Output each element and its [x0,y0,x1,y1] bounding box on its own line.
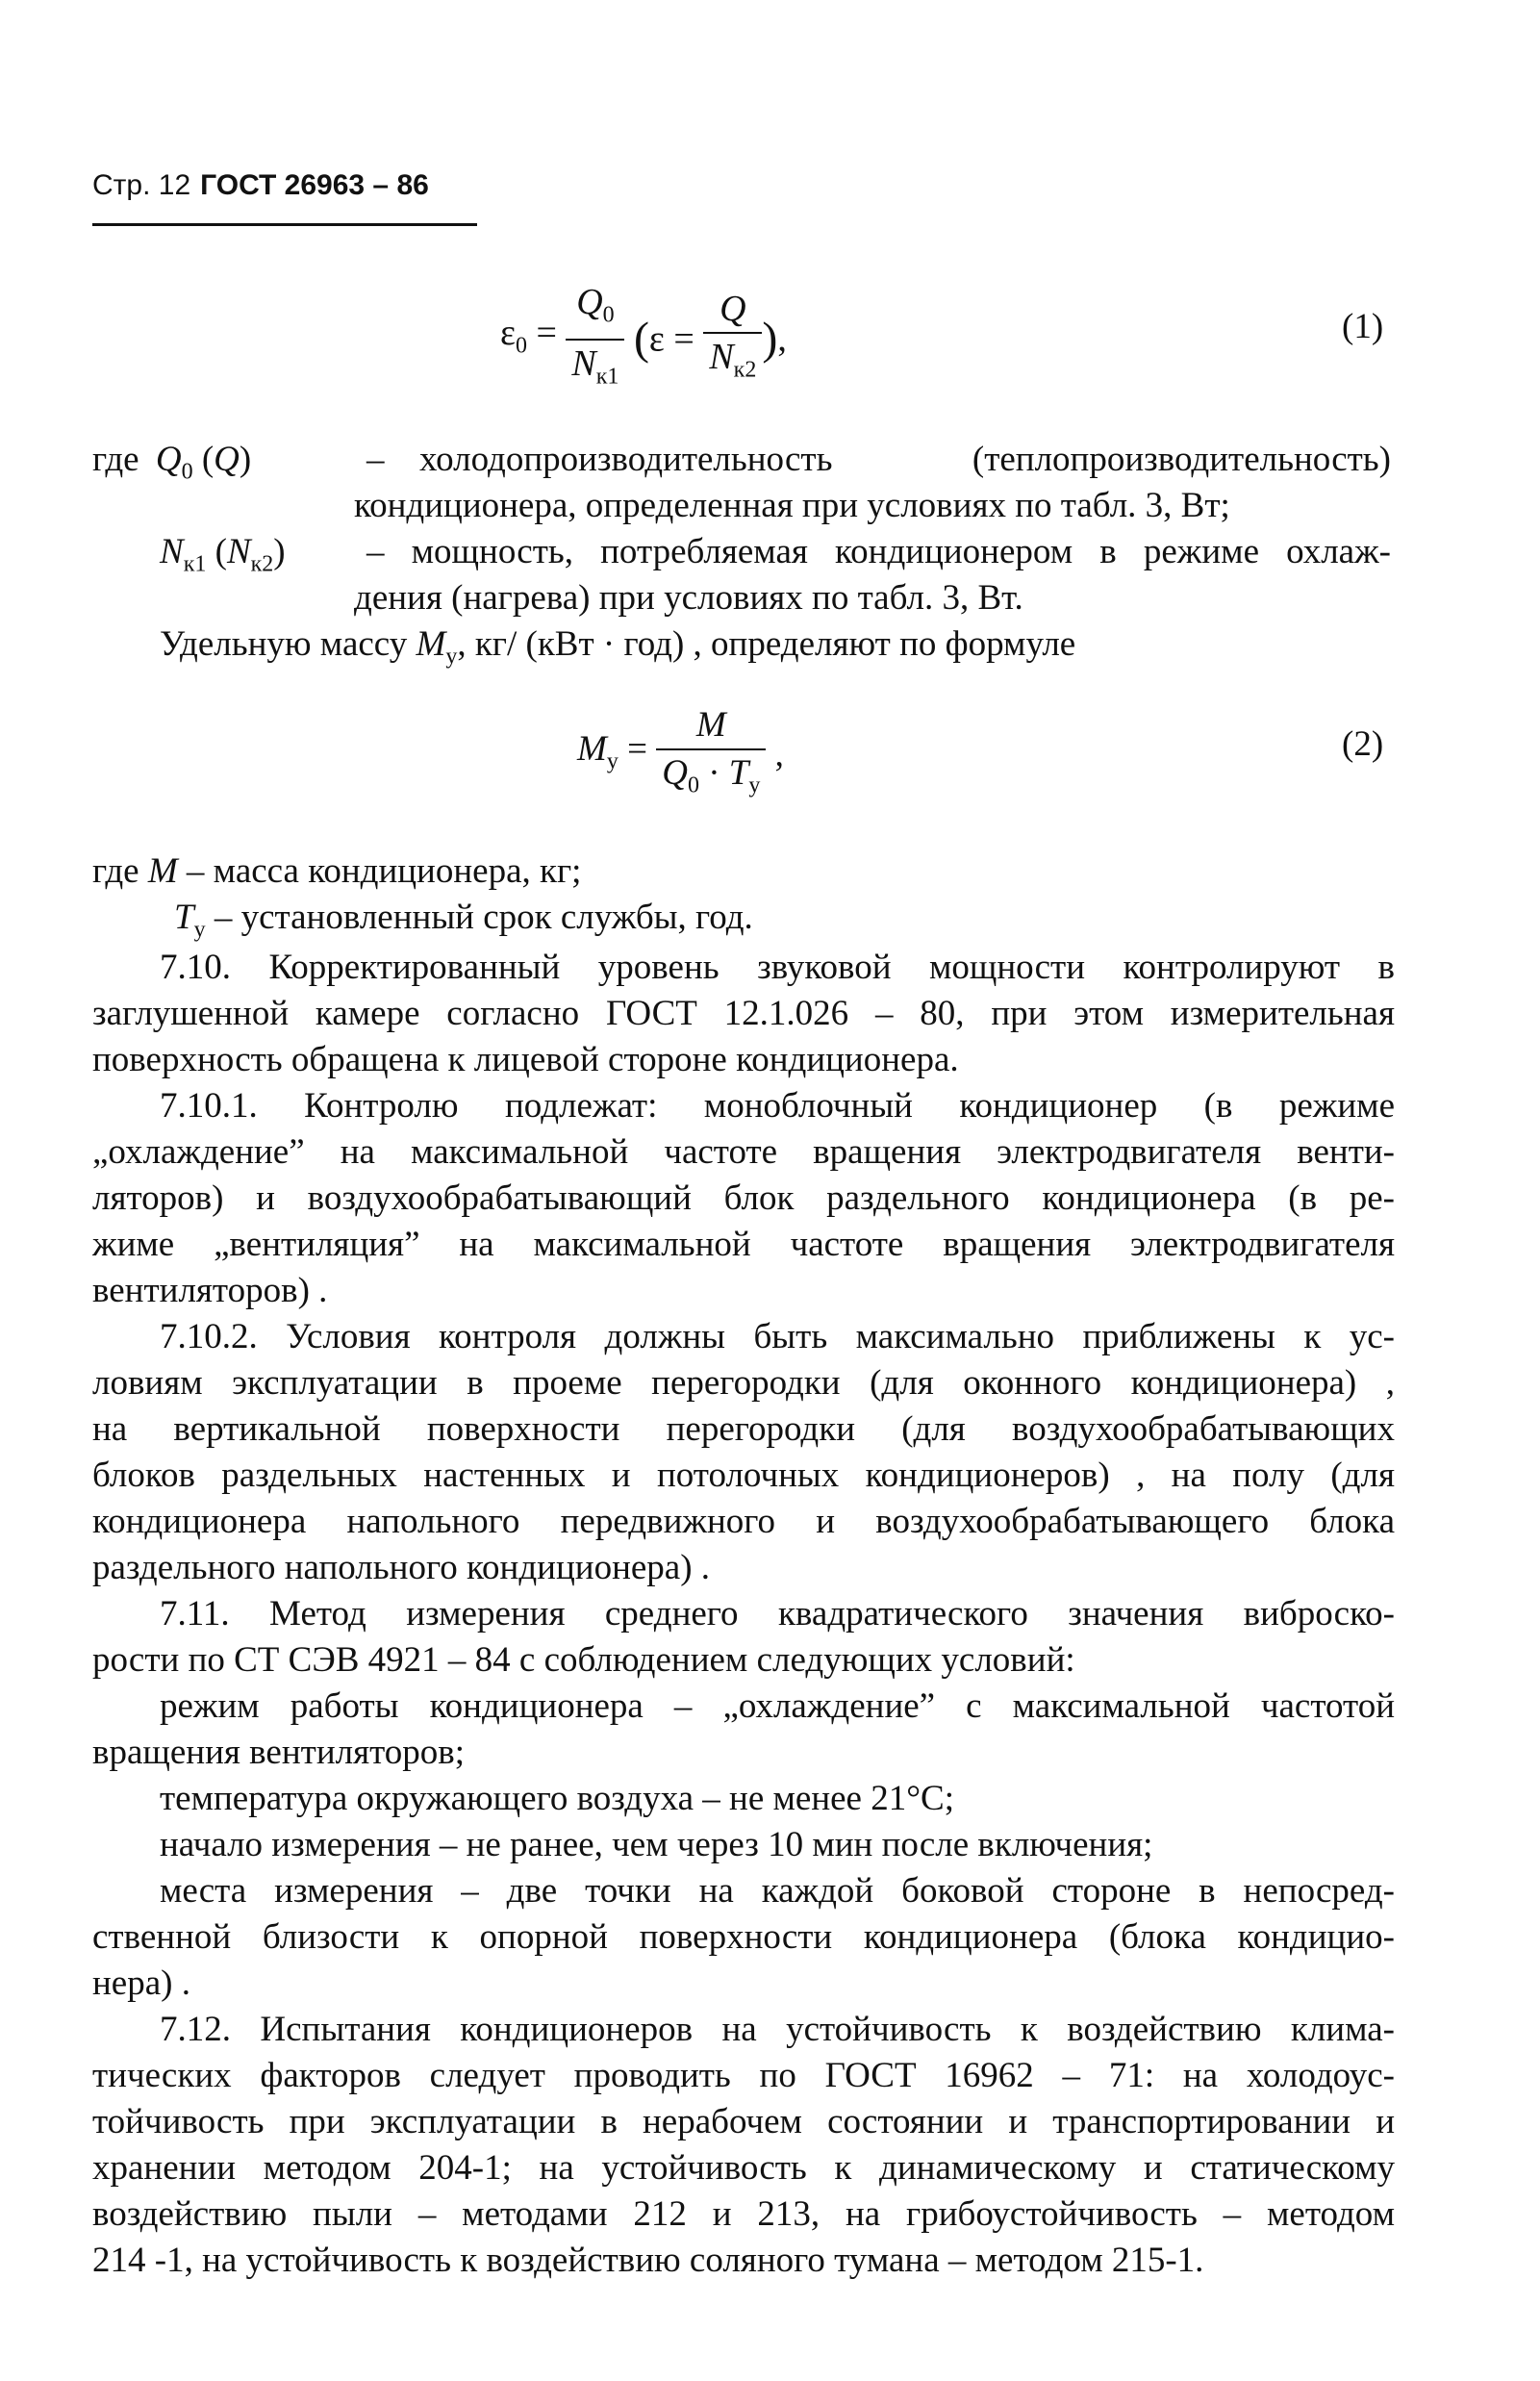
text-line: „охлаждение” на максимальной частоте вращения электродвигателя венти- [92,1132,1395,1172]
text-line: тических факторов следует проводить по ГОСТ 16962 – 71: на холодоус- [92,2056,1395,2095]
text-line: вращения вентиляторов; [92,1733,466,1772]
text-line: воздействию пыли – методами 212 и 213, на грибоустойчивость – методом [92,2194,1395,2234]
formula-1-number: (1) [1342,307,1384,346]
text-line: ственной близости к опорной поверхности кондиционера (блока кондицио- [92,1917,1395,1957]
standard-number: ГОСТ 26963 – 86 [200,169,429,201]
text-line: кондиционера напольного передвижного и воздухообрабатывающего блока [92,1502,1395,1541]
formula-2-number: (2) [1342,724,1384,764]
text-line: 7.12. Испытания кондиционеров на устойчивость к воздействию клима- [160,2010,1395,2049]
page-number: Стр. 12 [92,169,191,201]
text-line: жиме „вентиляция” на максимальной частоте вращения электродвигателя [92,1225,1395,1264]
text-line: 7.10. Корректированный уровень звуковой мощности контролируют в [160,948,1395,987]
text-line: температура окружающего воздуха – не менее 21°С; [160,1779,954,1818]
where-block-1: где $Q_0$ (Q) – холодопроизводительность (теплопроизводительность) кондиционера, определенная при условиях по табл. 3, Вт; $N_{к1}$ $(N_{к2})$ – мощность, потребляемая кондиционером в режиме охлаж- дения (нагрева) при условиях по табл. 3, Вт. [92,437,1391,621]
formula-2: $M_у$ = $\frac{M}{Q_0 \cdot T_у}$ , [577,702,784,808]
where2-item1: – масса кондиционера, кг; [186,851,582,891]
header-rule [92,223,477,226]
where1-item2-line2: дения (нагрева) при условиях по табл. 3, Вт. [354,578,1023,618]
text-line: режим работы кондиционера – „охлаждение” с максимальной частотой [160,1686,1395,1726]
mass-intro: Удельную массу $M_у$, кг/ (кВт · год) , определяют по формуле [160,624,1076,670]
text-line: на вертикальной поверхности перегородки (для воздухообрабатывающих [92,1409,1395,1449]
text-line: ловиям эксплуатации в проеме перегородки (для оконного кондиционера) , [92,1363,1395,1403]
where1-item1: холодопроизводительность (теплопроизводительность) кондиционера, определенная при условиях по табл. 3, Вт; [354,440,1391,525]
text-line: хранении методом 204-1; на устойчивость к динамическому и статическому [92,2148,1395,2188]
text-line: 214 -1, на устойчивость к воздействию соляного тумана – методом 215-1. [92,2241,1204,2280]
text-line: раздельного напольного кондиционера) . [92,1548,711,1587]
text-line: ляторов) и воздухообрабатывающий блок раздельного кондиционера (в ре- [92,1178,1395,1218]
where1-item2-line1: – мощность, потребляемая кондиционером в режиме охлаж- [366,532,1391,571]
text-line: поверхность обращена к лицевой стороне кондиционера. [92,1040,959,1079]
body-text [92,945,1395,2284]
text-line: места измерения – две точки на каждой боковой стороне в непосред- [160,1871,1395,1911]
text-line: 7.11. Метод измерения среднего квадратического значения виброско- [160,1594,1395,1634]
where-lead: где [92,440,139,479]
text-line: заглушенной камере согласно ГОСТ 12.1.026 – 80, при этом измерительная [92,994,1395,1033]
text-line: нера) . [92,1963,190,2003]
where-block-2: где M – масса кондиционера, кг; $T_у$ – установленный срок службы, год. [92,851,753,943]
text-line: тойчивость при эксплуатации в нерабочем состоянии и транспортировании и [92,2102,1395,2141]
text-line: вентиляторов) . [92,1271,328,1310]
page-header [92,169,429,202]
text-line: 7.10.1. Контролю подлежат: моноблочный кондиционер (в режиме [160,1086,1395,1126]
text-line: начало измерения – не ранее, чем через 10 мин после включения; [160,1825,1153,1864]
text-line: блоков раздельных настенных и потолочных кондиционеров) , на полу (для [92,1456,1395,1495]
text-line: 7.10.2. Условия контроля должны быть максимально приближены к ус- [160,1317,1395,1356]
where2-item2: – установленный срок службы, год. [214,898,753,937]
where-dash: – [366,440,385,479]
formula-1: $\varepsilon_0$ = $\frac{Q_0}{N_{к1}}$ (ε = $\frac{Q}{N_{к2}}$ ), [500,279,787,399]
text-line: рости по СТ СЭВ 4921 – 84 с соблюдением следующих условий: [92,1640,1075,1680]
